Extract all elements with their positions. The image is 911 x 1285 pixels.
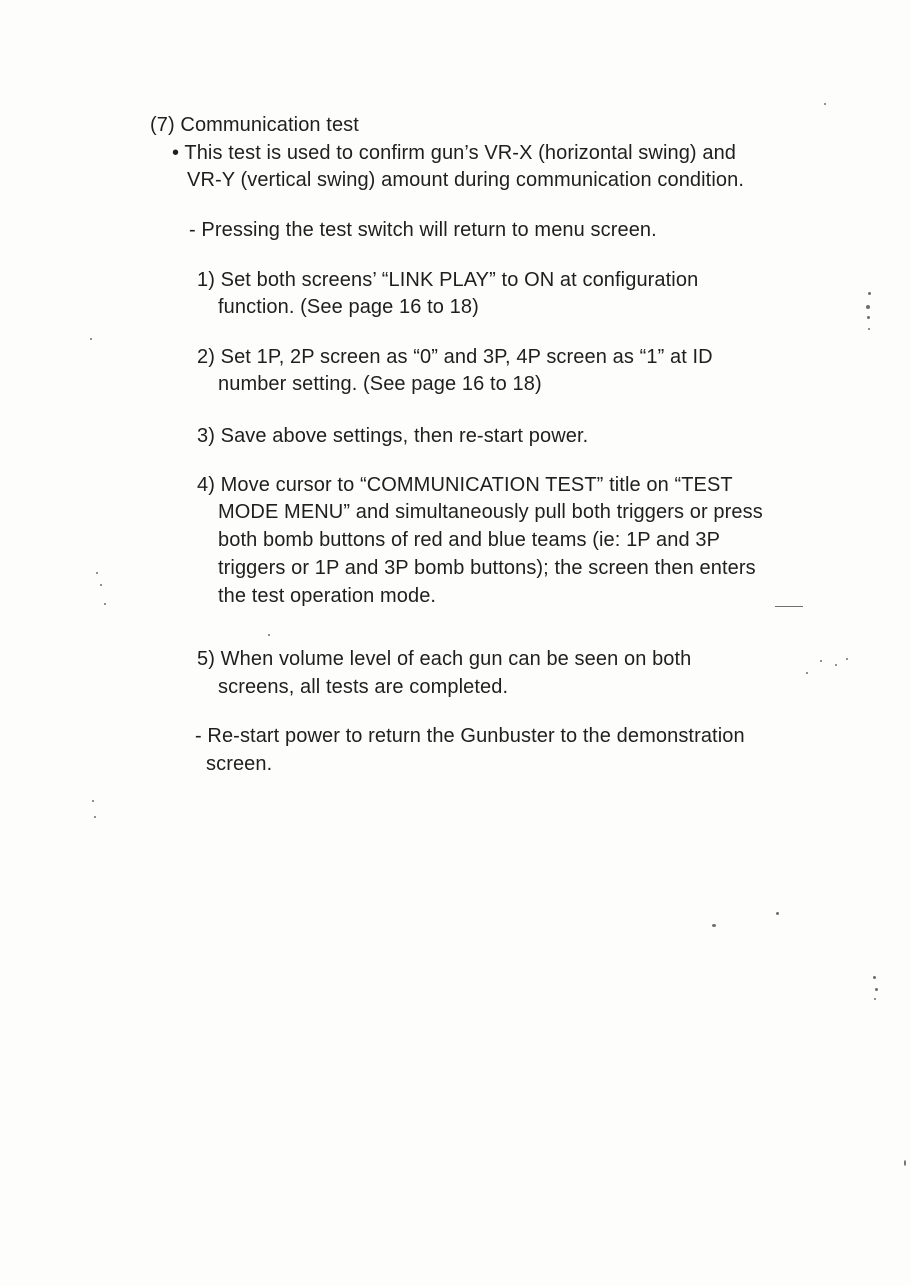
scan-speck	[868, 292, 871, 295]
scan-speck	[867, 316, 870, 319]
scan-speck	[775, 606, 803, 607]
scan-speck	[92, 800, 94, 802]
step-2-line: 2) Set 1P, 2P screen as “0” and 3P, 4P screen as “1” at ID	[197, 346, 713, 368]
closing-text-line: - Re-start power to return the Gunbuster to the demonstration	[195, 725, 745, 747]
scan-speck	[776, 912, 779, 915]
scan-speck	[100, 584, 102, 586]
scan-speck	[846, 658, 848, 660]
step-1-line: 1) Set both screens’ “LINK PLAY” to ON at configuration	[197, 269, 699, 291]
scan-speck	[712, 924, 716, 927]
step-3-line: 3) Save above settings, then re-start power.	[197, 425, 589, 447]
closing-text-line: screen.	[206, 753, 273, 775]
section-heading: (7) Communication test	[150, 114, 359, 136]
scan-speck	[806, 672, 808, 674]
step-4-line: 4) Move cursor to “COMMUNICATION TEST” title on “TEST	[197, 474, 733, 496]
step-5-line: screens, all tests are completed.	[218, 676, 509, 698]
scan-speck	[875, 988, 878, 991]
scan-speck	[873, 976, 876, 979]
scan-speck	[866, 305, 870, 309]
step-4-line: the test operation mode.	[218, 585, 437, 607]
intro-text-line: • This test is used to confirm gun’s VR-X (horizontal swing) and	[172, 142, 737, 164]
scan-speck	[868, 328, 870, 330]
scan-speck	[874, 998, 876, 1000]
intro-text-line: VR-Y (vertical swing) amount during communication condition.	[187, 169, 744, 191]
scan-speck	[94, 816, 96, 818]
step-4-line: triggers or 1P and 3P bomb buttons); the screen then enters	[218, 557, 756, 579]
scan-speck	[824, 103, 826, 105]
scan-speck	[96, 572, 98, 574]
scan-speck	[90, 338, 92, 340]
step-4-line: both bomb buttons of red and blue teams (ie: 1P and 3P	[218, 529, 721, 551]
scan-speck	[104, 603, 106, 605]
step-5-line: 5) When volume level of each gun can be seen on both	[197, 648, 692, 670]
step-1-line: function. (See page 16 to 18)	[218, 296, 479, 318]
scan-speck	[820, 660, 822, 662]
scan-speck	[835, 664, 837, 666]
scan-speck	[904, 1160, 906, 1166]
step-2-line: number setting. (See page 16 to 18)	[218, 373, 542, 395]
step-4-line: MODE MENU” and simultaneously pull both triggers or press	[218, 501, 763, 523]
scan-speck	[268, 634, 270, 636]
note-text: - Pressing the test switch will return to menu screen.	[189, 219, 657, 241]
